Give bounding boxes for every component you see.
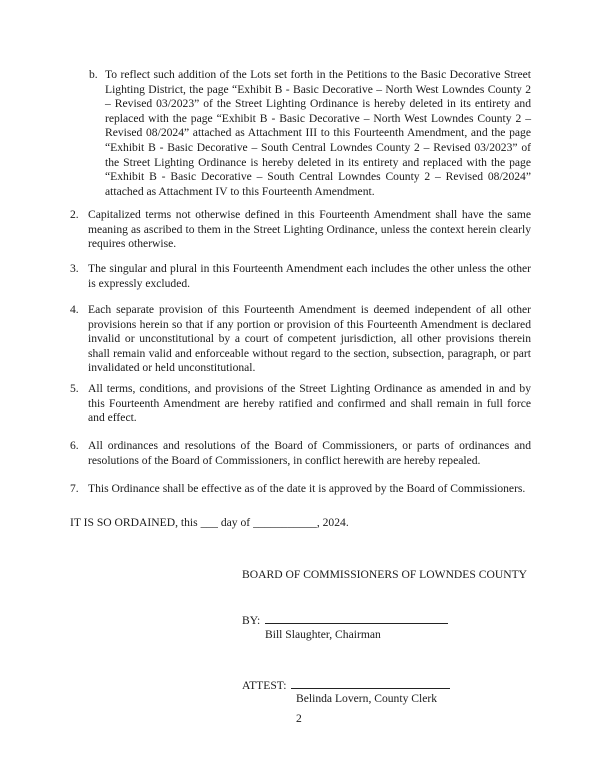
paragraph-7: [70, 482, 531, 497]
paragraph-marker: 4.: [70, 303, 79, 316]
paragraph-marker: b.: [89, 68, 98, 81]
paragraph-text: Each separate provision of this Fourteenth Amendment is deemed independent of all other provisions herein so that if any portion or provision of this Fourteenth Amendment is declared invalid or unconstitutional by a court of competent jurisdiction, all other provisions therein shall remain valid and enforceable without regard to the section, subsection, paragraph, or part invalidated or held unconstitutional.: [88, 303, 531, 375]
paragraph-text: The singular and plural in this Fourteenth Amendment each includes the other unless the other is expressly excluded.: [88, 262, 531, 290]
paragraph-2: [70, 208, 531, 252]
paragraph-marker: 7.: [70, 482, 79, 495]
chairman-name: Bill Slaughter, Chairman: [265, 628, 381, 641]
paragraph-text: This Ordinance shall be effective as of the date it is approved by the Board of Commissioners.: [88, 482, 526, 495]
ordained-prefix: IT IS SO ORDAINED, this: [70, 516, 198, 529]
paragraph-text: To reflect such addition of the Lots set forth in the Petitions to the Basic Decorative Street Lighting District, the page “Exhibit B - Basic Decorative – North West Lowndes County 2 – Revised 03/2023” of the Street Lighting Ordinance is hereby deleted in its entirety and replaced with the page “Exhibit B - Basic Decorative – North West Lowndes County 2 – Revised 08/2024” attached as Attachment III to this Fourteenth Amendment, and the page “Exhibit B - Basic Decorative – South Central Lowndes County 2 – Revised 03/2023” of the Street Lighting Ordinance is hereby deleted in its entirety and replaced with the page “Exhibit B - Basic Decorative – South Central Lowndes County 2 – Revised 08/2024” attached as Attachment IV to this Fourteenth Amendment.: [105, 68, 531, 198]
attest-label: ATTEST:: [242, 679, 287, 692]
paragraph-6: [70, 439, 531, 468]
paragraph-text: All terms, conditions, and provisions of the Street Lighting Ordinance as amended in and by this Fourteenth Amendment are hereby ratified and confirmed and shall remain in full force and effect.: [88, 382, 531, 425]
signature-underline: [265, 623, 448, 624]
page-number: 2: [296, 712, 302, 725]
paragraph-b: [89, 68, 531, 199]
paragraph-marker: 6.: [70, 439, 79, 452]
ordained-middle: day of: [220, 516, 251, 529]
by-label: BY:: [242, 614, 261, 627]
paragraph-4: [70, 303, 531, 376]
paragraph-text: All ordinances and resolutions of the Board of Commissioners, or parts of ordinances and resolutions of the Board of Commissioners, in conflict herewith are hereby repealed.: [88, 439, 531, 467]
paragraph-marker: 2.: [70, 208, 79, 221]
signature-underline: [291, 688, 450, 689]
paragraph-5: [70, 382, 531, 426]
month-blank: ___________: [253, 516, 317, 529]
board-title: BOARD OF COMMISSIONERS OF LOWNDES COUNTY: [242, 568, 528, 581]
paragraph-3: [70, 262, 531, 291]
ordained-line: [70, 516, 349, 531]
ordained-suffix: , 2024.: [316, 516, 349, 529]
paragraph-marker: 5.: [70, 382, 79, 395]
by-signature-line: [242, 614, 448, 629]
day-blank: ___: [200, 516, 218, 529]
paragraph-marker: 3.: [70, 262, 79, 275]
paragraph-text: Capitalized terms not otherwise defined in this Fourteenth Amendment shall have the same meaning as ascribed to them in the Street Lighting Ordinance, unless the context herein clearly requires otherwise.: [88, 208, 531, 251]
clerk-name: Belinda Lovern, County Clerk: [296, 692, 438, 705]
